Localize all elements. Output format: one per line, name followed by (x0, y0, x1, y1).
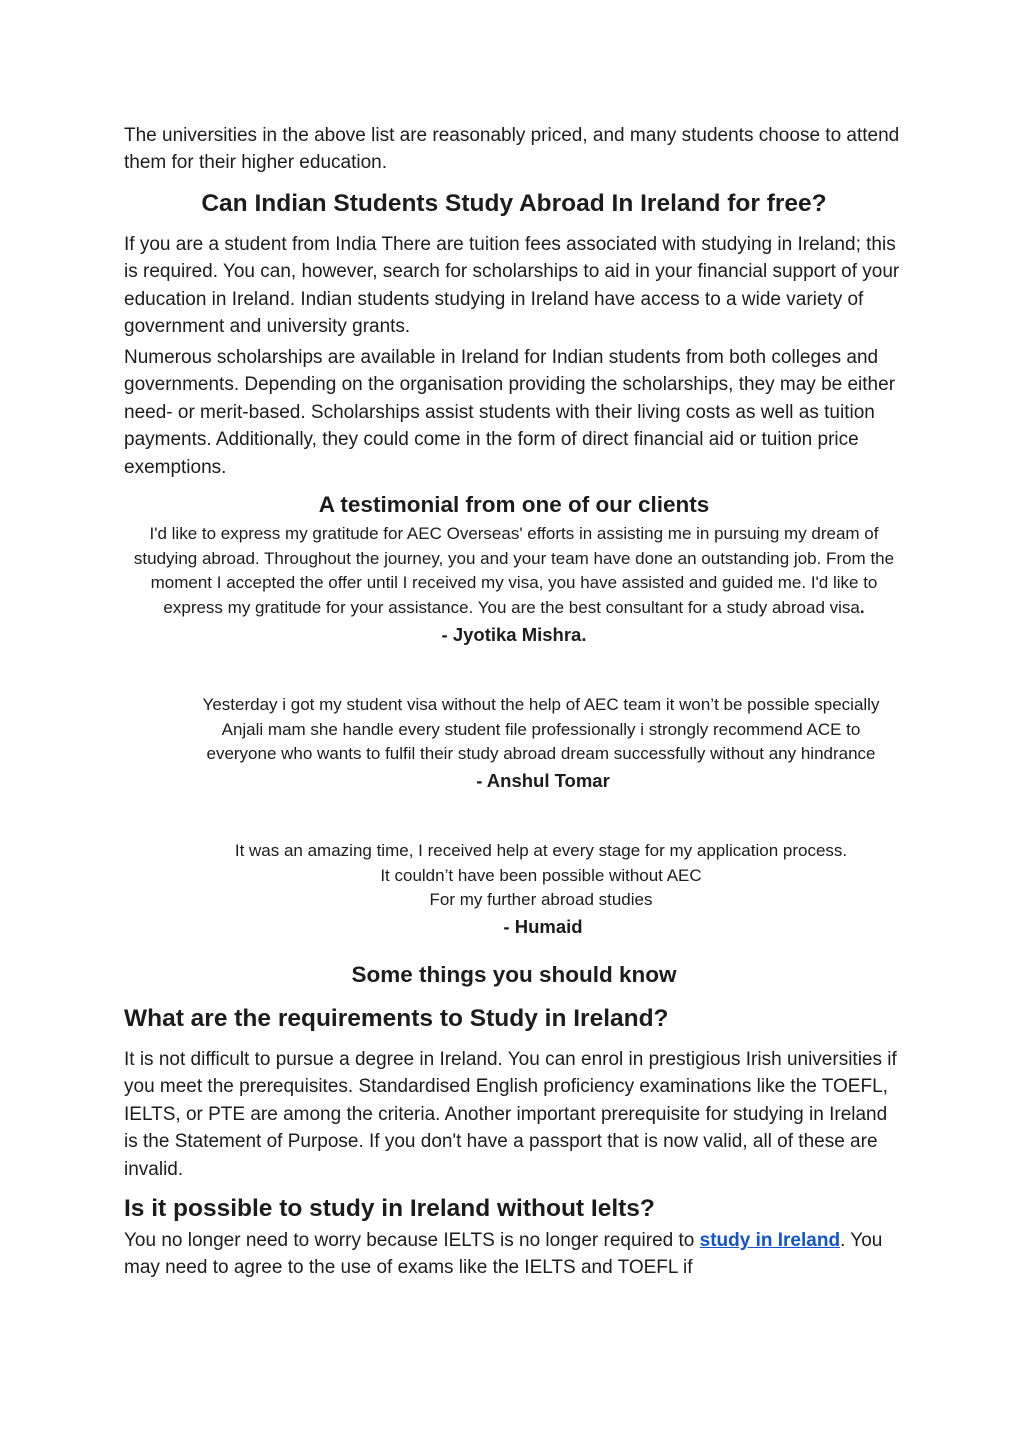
testimonial-2 (196, 693, 886, 794)
requirements-heading: What are the requirements to Study in Ireland? (124, 1005, 669, 1032)
testimonial-3-author: - Humaid (503, 916, 583, 938)
testimonial-1 (124, 522, 904, 648)
intro-paragraph: The universities in the above list are reasonably priced, and many students choose to attend them for their higher education. (124, 125, 900, 174)
free-study-paragraph-1: If you are a student from India There are tuition fees associated with studying in Ireland; this is required. You can, however, search for scholarships to aid in your financial support of your education in Ireland. Indian students studying in Ireland have access to a wide variety of government and university grants. (124, 234, 900, 338)
testimonial-1-author: - Jyotika Mishra. (441, 623, 587, 645)
ielts-text-before-link: You no longer need to worry because IELTS is no longer required to (124, 1230, 700, 1251)
testimonial-1-text: I'd like to express my gratitude for AEC Overseas' efforts in assisting me in pursuing my dream of studying abroad. Throughout the journey, you and your team have done an outstanding job. From the moment I accepted the offer until I received my visa, you have assisted and guided me. I'd like to express my gratitude for your assistance. You are the best consultant for a study abroad visa (133, 524, 895, 618)
study-in-ireland-link[interactable]: study in Ireland (699, 1230, 841, 1251)
ielts-heading: Is it possible to study in Ireland without Ielts? (124, 1195, 655, 1222)
free-study-paragraph-2: Numerous scholarships are available in Ireland for Indian students from both colleges and governments. Depending on the organisation providing the scholarships, they may be either need- or merit-based. Scholarships assist students with their living costs as well as tuition payments. Additionally, they could come in the form of direct financial aid or tuition price exemptions. (124, 347, 896, 478)
testimonials-heading: A testimonial from one of our clients (318, 492, 710, 517)
testimonial-3-line-1: It was an amazing time, I received help at every stage for my application process. (234, 841, 848, 860)
testimonial-3-line-3: For my further abroad studies (429, 890, 653, 910)
know-heading: Some things you should know (351, 962, 677, 987)
testimonial-1-text-end: . (859, 598, 865, 618)
requirements-paragraph: It is not difficult to pursue a degree in Ireland. You can enrol in prestigious Irish universities if you meet the prerequisites. Standardised English proficiency examinations like the TOEFL, IELTS, or PTE are among the criteria. Another important prerequisite for studying in Ireland is the Statement of Purpose. If you don't have a passport that is now valid, all of these are invalid. (124, 1049, 897, 1180)
testimonial-3-line-2: It couldn’t have been possible without AEC (380, 865, 702, 885)
ielts-text-after-link: . You may need to agree to the use of exams like the IELTS and TOEFL if (124, 1230, 883, 1279)
ielts-paragraph (124, 1227, 904, 1282)
free-study-heading: Can Indian Students Study Abroad In Ireland for free? (201, 190, 827, 217)
testimonial-2-author: - Anshul Tomar (476, 770, 610, 792)
testimonial-2-text: Yesterday i got my student visa without the help of AEC team it won’t be possible specially Anjali mam she handle every student file professionally i strongly recommend ACE to everyone who wants to fulfil their study abroad dream successfully without any hindrance (202, 695, 880, 764)
testimonial-3 (196, 839, 886, 940)
